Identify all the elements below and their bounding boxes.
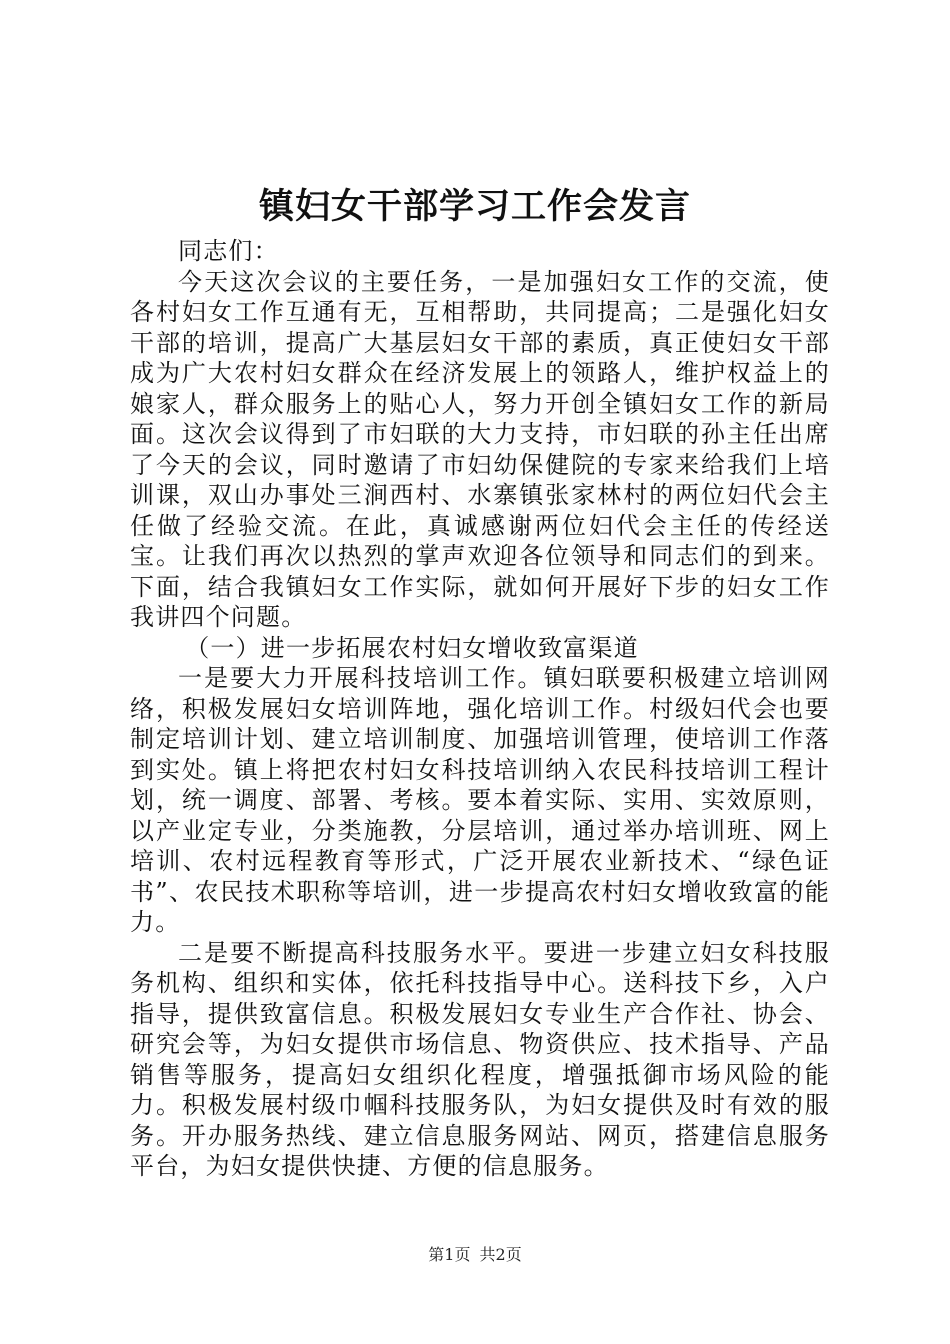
document-body [130,236,830,1182]
page-footer [0,1245,950,1265]
page-total: 共2页 [479,1245,522,1264]
section-heading: （一）进一步拓展农村妇女增收致富渠道 [185,633,639,662]
page-number: 第1页 [428,1245,471,1264]
section-paragraph-1: 一是要大力开展科技培训工作。镇妇联要积极建立培训网络，积极发展妇女培训阵地，强化培训工作。村级妇代会也要制定培训计划、建立培训制度、加强培训管理，使培训工作落到实处。镇上将把农村妇女科技培训纳入农民科技培训工程计划，统一调度、部署、考核。要本着实际、实用、实效原则，以产业定专业，分类施教，分层培训，通过举办培训班、网上培训、农村远程教育等形式，广泛开展农业新技术、“绿色证书”、农民技术职称等培训，进一步提高农村妇女增收致富的能力。 [130,664,830,936]
greeting: 同志们： [178,237,279,265]
intro-paragraph: 今天这次会议的主要任务，一是加强妇女工作的交流，使各村妇女工作互通有无，互相帮助，共同提高；二是强化妇女干部的培训，提高广大基层妇女干部的素质，真正使妇女干部成为广大农村妇女群众在经济发展上的领路人，维护权益上的娘家人，群众服务上的贴心人，努力开创全镇妇女工作的新局面。这次会议得到了市妇联的大力支持，市妇联的孙主任出席了今天的会议，同时邀请了市妇幼保健院的专家来给我们上培训课，双山办事处三涧西村、水寨镇张家林村的两位妇代会主任做了经验交流。在此，真诚感谢两位妇代会主任的传经送宝。让我们再次以热烈的掌声欢迎各位领导和同志们的到来。下面，结合我镇妇女工作实际，就如何开展好下步的妇女工作我讲四个问题。 [130,267,830,631]
page-title: 镇妇女干部学习工作会发言 [258,186,691,227]
section-paragraph-2: 二是要不断提高科技服务水平。要进一步建立妇女科技服务机构、组织和实体，依托科技指导中心。送科技下乡，入户指导，提供致富信息。积极发展妇女专业生产合作社、协会、研究会等，为妇女提供市场信息、物资供应、技术指导、产品销售等服务，提高妇女组织化程度，增强抵御市场风险的能力。积极发展村级巾帼科技服务队，为妇女提供及时有效的服务。开办服务热线、建立信息服务网站、网页，搭建信息服务平台，为妇女提供快捷、方便的信息服务。 [130,938,830,1180]
